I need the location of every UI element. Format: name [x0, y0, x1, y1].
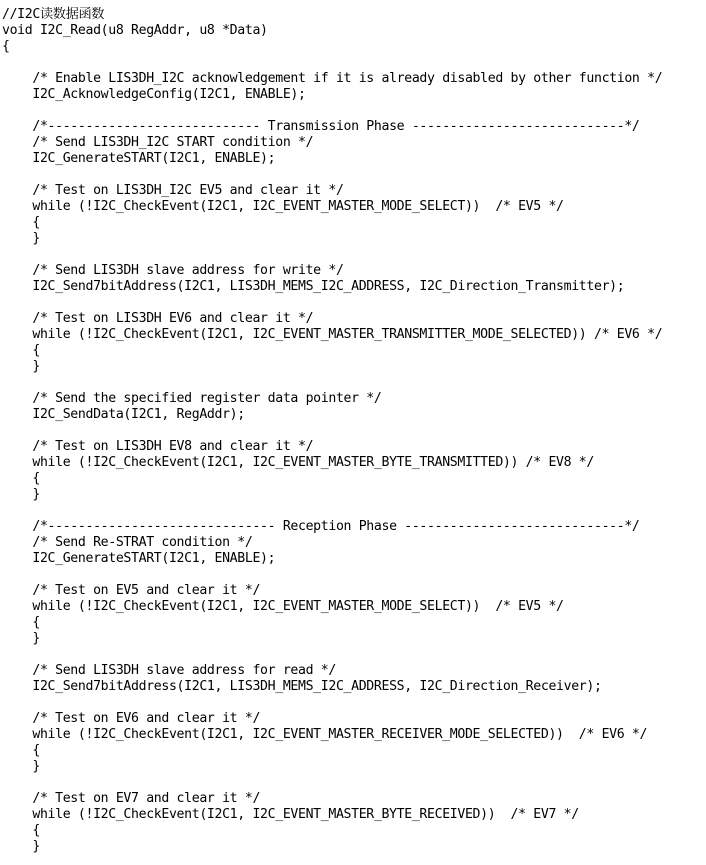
code-line — [2, 247, 706, 263]
code-line — [2, 55, 706, 71]
code-line: I2C_GenerateSTART(I2C1, ENABLE); — [2, 151, 276, 166]
code-line — [2, 503, 706, 519]
code-line: while (!I2C_CheckEvent(I2C1, I2C_EVENT_MASTER_BYTE_TRANSMITTED)) /* EV8 */ — [2, 455, 594, 470]
code-line: while (!I2C_CheckEvent(I2C1, I2C_EVENT_MASTER_MODE_SELECT)) /* EV5 */ — [2, 199, 564, 214]
code-line: while (!I2C_CheckEvent(I2C1, I2C_EVENT_MASTER_MODE_SELECT)) /* EV5 */ — [2, 599, 564, 614]
code-line: { — [2, 743, 40, 758]
code-line: } — [2, 487, 40, 502]
code-line: { — [2, 215, 40, 230]
code-line: { — [2, 39, 10, 54]
code-line: /* Test on EV7 and clear it */ — [2, 791, 261, 806]
code-line: { — [2, 823, 40, 838]
code-line — [2, 567, 706, 583]
code-line: I2C_GenerateSTART(I2C1, ENABLE); — [2, 551, 276, 566]
code-line — [2, 775, 706, 791]
code-line: I2C_AcknowledgeConfig(I2C1, ENABLE); — [2, 87, 306, 102]
code-line: { — [2, 615, 40, 630]
code-line: I2C_SendData(I2C1, RegAddr); — [2, 407, 245, 422]
code-line: /* Send LIS3DH slave address for read */ — [2, 663, 336, 678]
code-line: //I2C读数据函数 — [2, 7, 105, 22]
code-line: I2C_Send7bitAddress(I2C1, LIS3DH_MEMS_I2C_ADDRESS, I2C_Direction_Transmitter); — [2, 279, 625, 294]
code-line: /*------------------------------ Reception Phase -----------------------------*/ — [2, 519, 640, 534]
code-line: { — [2, 343, 40, 358]
code-line: } — [2, 631, 40, 646]
code-line: /* Test on EV5 and clear it */ — [2, 583, 261, 598]
code-line — [2, 167, 706, 183]
code-line — [2, 103, 706, 119]
code-line: { — [2, 471, 40, 486]
code-line: void I2C_Read(u8 RegAddr, u8 *Data) — [2, 23, 268, 38]
code-line — [2, 647, 706, 663]
code-line — [2, 423, 706, 439]
code-line: } — [2, 359, 40, 374]
code-line: /* Send the specified register data pointer */ — [2, 391, 382, 406]
code-line: /* Test on LIS3DH EV8 and clear it */ — [2, 439, 314, 454]
code-line: /* Send Re-STRAT condition */ — [2, 535, 253, 550]
code-line: /* Test on EV6 and clear it */ — [2, 711, 261, 726]
code-line: I2C_Send7bitAddress(I2C1, LIS3DH_MEMS_I2C_ADDRESS, I2C_Direction_Receiver); — [2, 679, 602, 694]
code-line: /* Enable LIS3DH_I2C acknowledgement if it is already disabled by other function */ — [2, 71, 663, 86]
code-line: /* Test on LIS3DH_I2C EV5 and clear it */ — [2, 183, 344, 198]
code-line: } — [2, 759, 40, 774]
code-line — [2, 295, 706, 311]
code-line — [2, 375, 706, 391]
code-line: /* Send LIS3DH slave address for write */ — [2, 263, 344, 278]
code-line — [2, 695, 706, 711]
code-line: } — [2, 231, 40, 246]
code-line: /*---------------------------- Transmission Phase ----------------------------*/ — [2, 119, 640, 134]
code-line: /* Test on LIS3DH EV6 and clear it */ — [2, 311, 314, 326]
code-line: while (!I2C_CheckEvent(I2C1, I2C_EVENT_MASTER_TRANSMITTER_MODE_SELECTED)) /* EV6 */ — [2, 327, 663, 342]
code-line: while (!I2C_CheckEvent(I2C1, I2C_EVENT_MASTER_BYTE_RECEIVED)) /* EV7 */ — [2, 807, 579, 822]
code-line: } — [2, 839, 40, 854]
code-line: /* Send LIS3DH_I2C START condition */ — [2, 135, 314, 150]
code-line: while (!I2C_CheckEvent(I2C1, I2C_EVENT_MASTER_RECEIVER_MODE_SELECTED)) /* EV6 */ — [2, 727, 648, 742]
